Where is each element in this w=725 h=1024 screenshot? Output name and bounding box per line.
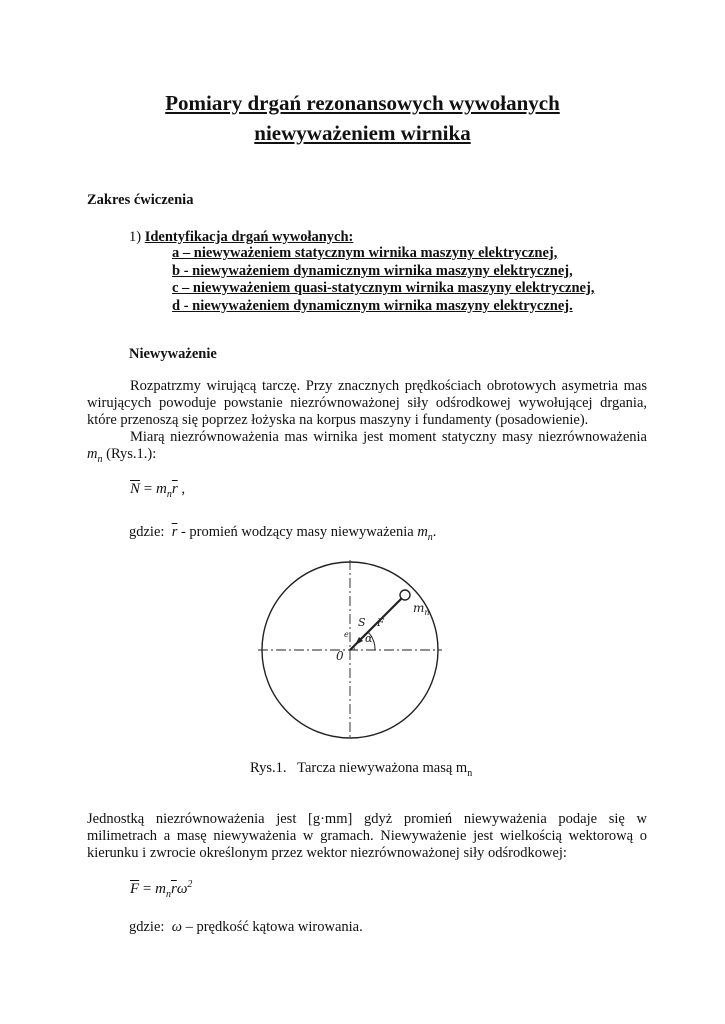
- where2-text: – prędkość kątowa wirowania.: [181, 919, 363, 935]
- formula2-lhs: $\overline{F}$: [130, 881, 140, 897]
- where2-var: ω: [171, 919, 182, 935]
- formula-centrifugal-force: [130, 879, 192, 900]
- unbalance-paragraph-2: [87, 429, 647, 468]
- unbalance-heading: Niewyważenie: [129, 346, 217, 362]
- where-omega: [129, 919, 363, 936]
- unbalanced-disk-figure: [250, 560, 450, 740]
- scope-item: [129, 229, 353, 246]
- label-alpha: α: [365, 632, 373, 645]
- label-mass: $m_n$: [413, 601, 430, 617]
- where2-label: gdzie:: [129, 919, 165, 935]
- label-s: S: [358, 616, 366, 629]
- label-f: F: [377, 618, 384, 629]
- page-title: [60, 88, 665, 148]
- formula2-r: $\overline{r}$: [170, 881, 177, 897]
- unbalance-p2-end: (Rys.1.):: [102, 446, 157, 462]
- scope-heading: Zakres ćwiczenia: [87, 192, 194, 208]
- formula-static-moment: [130, 481, 185, 500]
- scope-item-number: 1): [129, 229, 142, 245]
- where1-label: gdzie:: [129, 524, 165, 540]
- formula2-eq: =: [139, 881, 156, 897]
- formula2-m: m: [155, 881, 166, 897]
- scope-subitem-c: c – niewyważeniem quasi-statycznym wirnika maszyny elektrycznej,: [172, 280, 595, 296]
- where1-end: .: [432, 524, 437, 540]
- unbalanced-mass: [400, 590, 410, 600]
- scope-item-title: Identyfikacja drgań wywołanych:: [144, 229, 354, 245]
- unbalance-p2-start: Miarą niezrównoważenia mas wirnika jest moment statyczny masy niezrównoważenia: [130, 429, 647, 445]
- formula1-lhs: $\overline{N}$: [130, 481, 141, 497]
- where1-mvar: m: [417, 524, 428, 540]
- label-origin: 0: [336, 649, 344, 663]
- scope-subitem-b: b - niewyważeniem dynamicznym wirnika maszyny elektrycznej,: [172, 262, 573, 279]
- formula1-sub: n: [166, 489, 172, 500]
- caption-sub: n: [467, 767, 473, 779]
- formula1-tail: ,: [177, 481, 186, 497]
- formula1-eq: =: [140, 481, 156, 497]
- unit-paragraph: Jednostką niezrównoważenia jest [g·mm] gdyż promień niewyważenia podaje się w milimetrach a masę niewyważenia w gramach. Niewyważenie jest wielkością wektorową o kierunku i zwrocie określonym przez wektor niezrównoważonej siły odśrodkowej:: [87, 811, 647, 861]
- unbalance-p2-var: m: [87, 446, 98, 462]
- scope-subitem-d: d - niewyważeniem dynamicznym wirnika maszyny elektrycznej.: [172, 297, 573, 314]
- caption-prefix: Rys.1.: [250, 760, 287, 776]
- unbalance-text: [87, 378, 647, 468]
- unbalance-paragraph-1: Rozpatrzmy wirującą tarczę. Przy znacznych prędkościach obrotowych asymetria mas wirujących powoduje powstanie niezrównoważonej siły odśrodkowej wywołującej drgania, które przenoszą się poprzez łożyska na korpus maszyny i fundamenty (posadowienie).: [87, 378, 647, 428]
- mass-center-point: [358, 638, 362, 642]
- label-e: e: [344, 630, 349, 639]
- scope-subitems: [172, 245, 594, 315]
- figure-caption: [250, 760, 472, 782]
- formula1-r: $\overline{r}$: [171, 481, 178, 497]
- title-line-2: niewyważeniem wirnika: [254, 121, 471, 145]
- where-radius: [129, 524, 436, 546]
- where1-text: - promień wodzący masy niewyważenia: [177, 524, 418, 540]
- where1-msub: n: [427, 531, 433, 543]
- title-line-1: Pomiary drgań rezonansowych wywołanych: [165, 91, 560, 115]
- caption-text: Tarcza niewyważona masą m: [297, 760, 468, 776]
- formula2-sup: 2: [187, 879, 193, 890]
- where1-var: $\overline{r}$: [171, 524, 178, 540]
- unbalance-p2-sub: n: [97, 453, 103, 465]
- scope-subitem-a: a – niewyważeniem statycznym wirnika maszyny elektrycznej,: [172, 245, 558, 261]
- formula2-sub: n: [165, 889, 171, 900]
- formula1-m: m: [155, 481, 167, 497]
- formula2-omega: ω: [176, 881, 188, 897]
